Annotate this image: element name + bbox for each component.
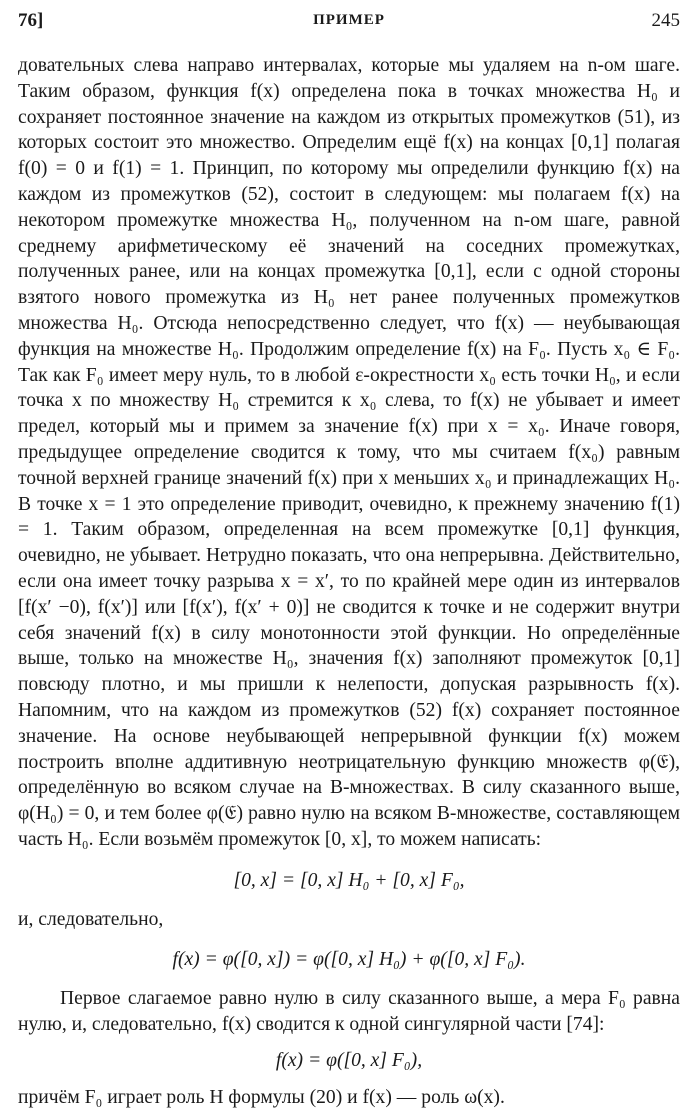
page-body	[18, 53, 680, 1111]
running-title: ПРИМЕР	[313, 12, 385, 28]
formula-phi-sum: f(x) = φ([0, x]) = φ([0, x] H₀) + φ([0, x] F₀).	[172, 949, 526, 971]
formula-interval-split: [0, x] = [0, x] H₀ + [0, x] F₀,	[233, 869, 465, 891]
main-paragraph: довательных слева направо интервалах, которые мы удаляем на n-ом шаге. Таким образом, функция f(x) определена пока в точках множества H₀ и сохраняет постоянное значение на каждом из открытых промежутков (51), из которых состоит это множество. Определим ещё f(x) на концах [0,1] полагая f(0) = 0 и f(1) = 1. Принцип, по которому мы определили функцию f(x) на каждом из промежутков (52), состоит в следующем: мы полагаем f(x) на некотором промежутке множества H₀, полученном на n-ом шаге, равной среднему арифметическому её значений на соседних промежутках, полученных ранее, или на концах промежутка [0,1], если с одной стороны взятого нового промежутка из H₀ нет ранее полученных промежутков множества H₀. Отсюда непосредственно следует, что f(x) — неубывающая функция на множестве H₀. Продолжим определение f(x) на F₀. Пусть x₀ ∈ F₀. Так как F₀ имеет меру нуль, то в любой ε-окрестности x₀ есть точки H₀, и если точка x по множеству H₀ стремится к x₀ слева, то f(x) не убывает и имеет предел, который мы и примем за значение f(x) при x = x₀. Иначе говоря, предыдущее определение сводится к тому, что мы считаем f(x₀) равным точной верхней границе значений f(x) при x меньших x₀ и принадлежащих H₀. В точке x = 1 это определение приводит, очевидно, к прежнему значению f(1) = 1. Таким образом, определенная на всем промежутке [0,1] функция, очевидно, не убывает. Нетрудно показать, что она непрерывна. Действительно, если она имеет точку разрыва x = x′, то по крайней мере один из интервалов [f(x′ −0), f(x′)] или [f(x′), f(x′ + 0)] не сводится к точке и не содержит внутри себя значений f(x) в силу монотонности этой функции. Но определённые выше, только на множестве H₀, значения f(x) заполняют промежуток [0,1] повсюду плотно, и мы пришли к нелепости, допуская разрывность f(x). Напомним, что на каждом из промежутков (52) f(x) сохраняет постоянное значение. На основе неубывающей непрерывной функции f(x) можем построить вполне аддитивную неотрицательную функцию множеств φ(𝔈), определённую во всяком случае на B-множествах. В силу сказанного выше, φ(H₀) = 0, и тем более φ(𝔈) равно нулю на всяком B-множестве, составляющем часть H₀. Если возьмём промежуток [0, x], то можем написать:	[18, 55, 680, 850]
section-number: 76]	[18, 10, 44, 31]
page-header	[18, 10, 680, 36]
page-number: 245	[651, 10, 680, 31]
closing-paragraph: причём F₀ играет роль H формулы (20) и f(x) — роль ω(x).	[18, 1087, 505, 1109]
formula-singular-part: f(x) = φ([0, x] F₀),	[275, 1049, 423, 1071]
connector-text: и, следовательно,	[18, 908, 164, 930]
paragraph-first-term: Первое слагаемое равно нулю в силу сказанного выше, а мера F₀ равна нулю, и, следовательно, f(x) сводится к одной сингулярной части [74]:	[18, 988, 680, 1035]
